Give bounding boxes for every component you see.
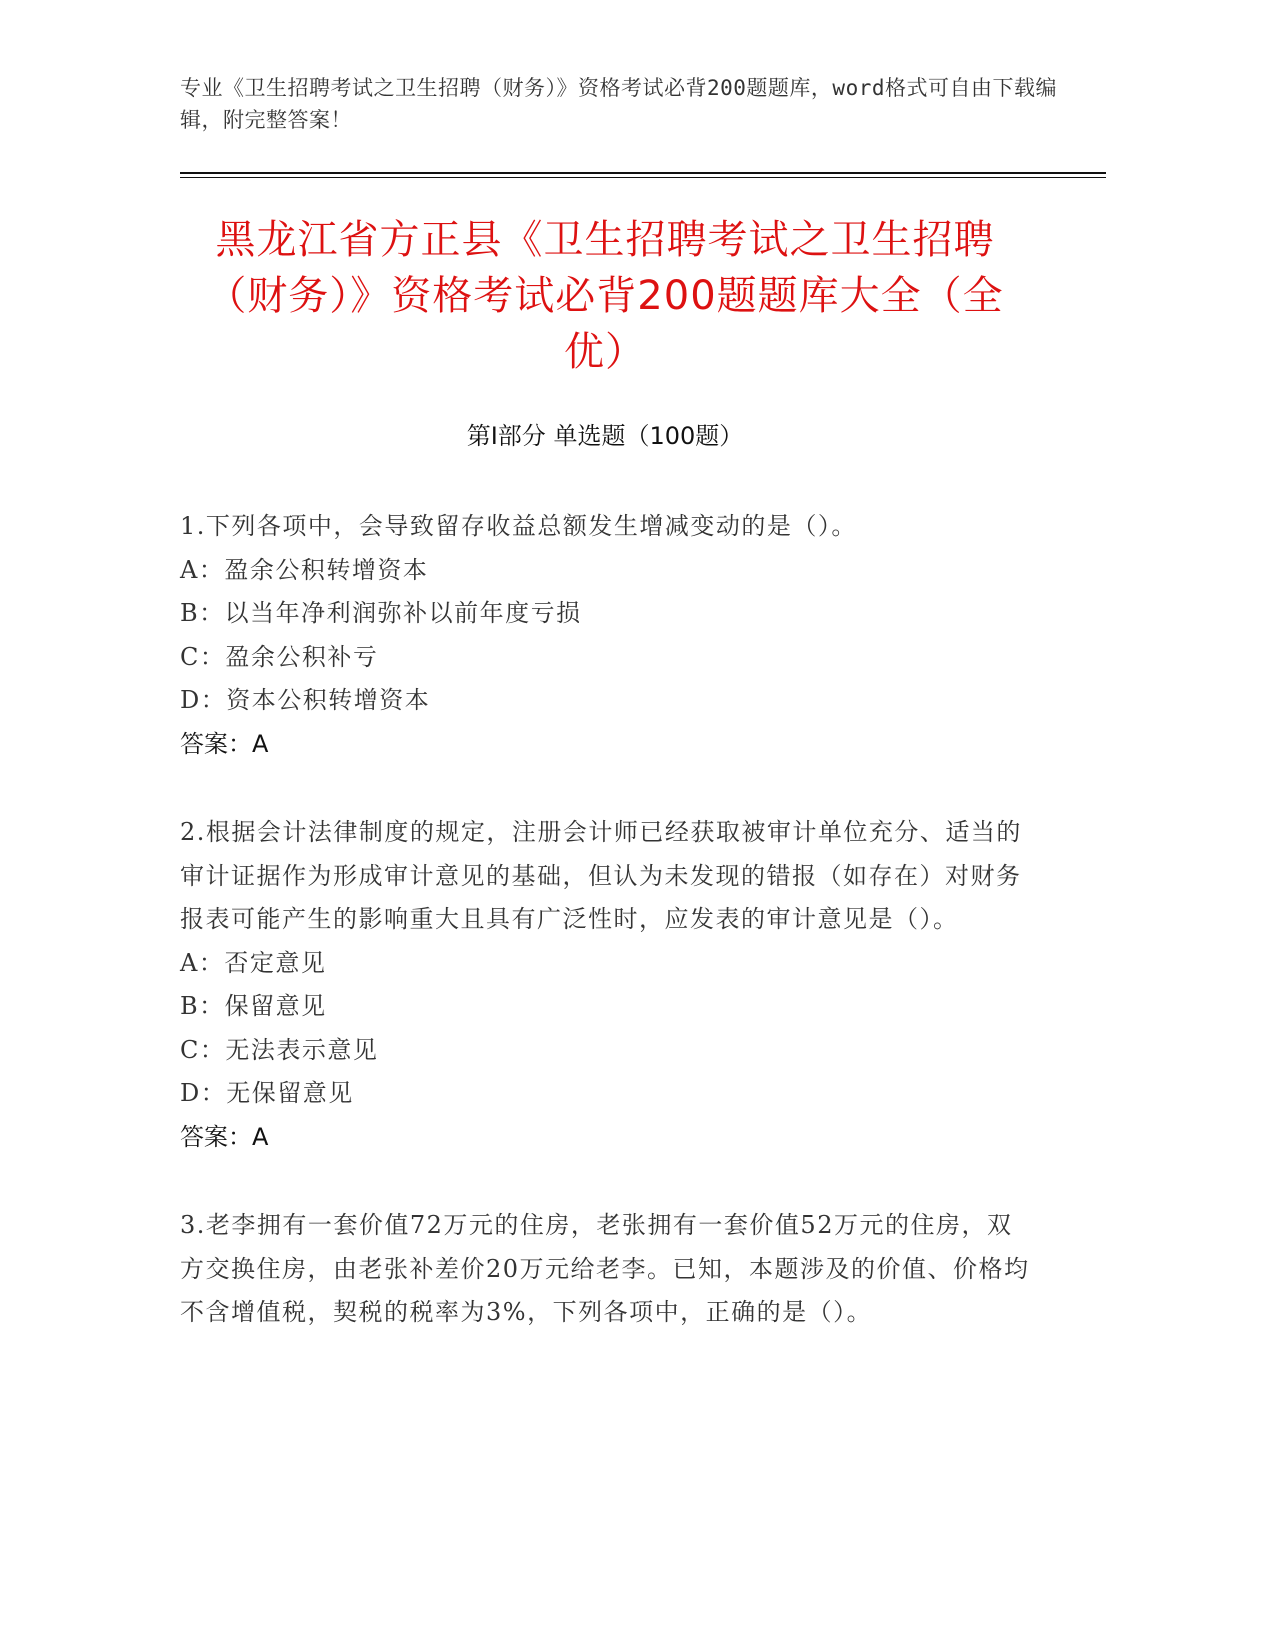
question-list (180, 505, 1030, 1380)
section-heading: 第I部分 单选题（100题） (466, 422, 744, 450)
option-a: A：盈余公积转增资本 (180, 555, 429, 584)
option-a: A：否定意见 (180, 948, 327, 977)
header-divider-thin (180, 177, 1106, 178)
question-stem: 3.老李拥有一套价值72万元的住房，老张拥有一套价值52万元的住房，双方交换住房，由老张补差价20万元给老李。已知，本题涉及的价值、价格均不含增值税，契税的税率为3%，下列各项中，正确的是（）。 (180, 1211, 1030, 1326)
question-1 (180, 505, 1030, 766)
option-d: D：资本公积转增资本 (180, 686, 431, 714)
option-c: C：盈余公积补亏 (180, 642, 379, 671)
question-stem: 1.下列各项中，会导致留存收益总额发生增减变动的是（）。 (180, 512, 857, 540)
option-b: B：以当年净利润弥补以前年度亏损 (180, 599, 582, 627)
answer: 答案：A (180, 729, 269, 758)
question-3 (180, 1204, 1030, 1335)
option-c: C：无法表示意见 (180, 1035, 379, 1064)
header-note: 专业《卫生招聘考试之卫生招聘（财务）》资格考试必背200题题库，word格式可自由下载编辑，附完整答案！ (180, 76, 1057, 132)
header-divider-thick (180, 172, 1106, 174)
option-d: D：无保留意见 (180, 1079, 354, 1107)
question-stem: 2.根据会计法律制度的规定，注册会计师已经获取被审计单位充分、适当的审计证据作为形成审计意见的基础，但认为未发现的错报（如存在）对财务报表可能产生的影响重大且具有广泛性时，应发表的审计意见是（）。 (180, 818, 1022, 933)
answer: 答案：A (180, 1122, 269, 1151)
option-b: B：保留意见 (180, 992, 327, 1020)
question-2 (180, 811, 1030, 1159)
document-title: 黑龙江省方正县《卫生招聘考试之卫生招聘（财务）》资格考试必背200题题库大全（全优） (206, 217, 1004, 375)
